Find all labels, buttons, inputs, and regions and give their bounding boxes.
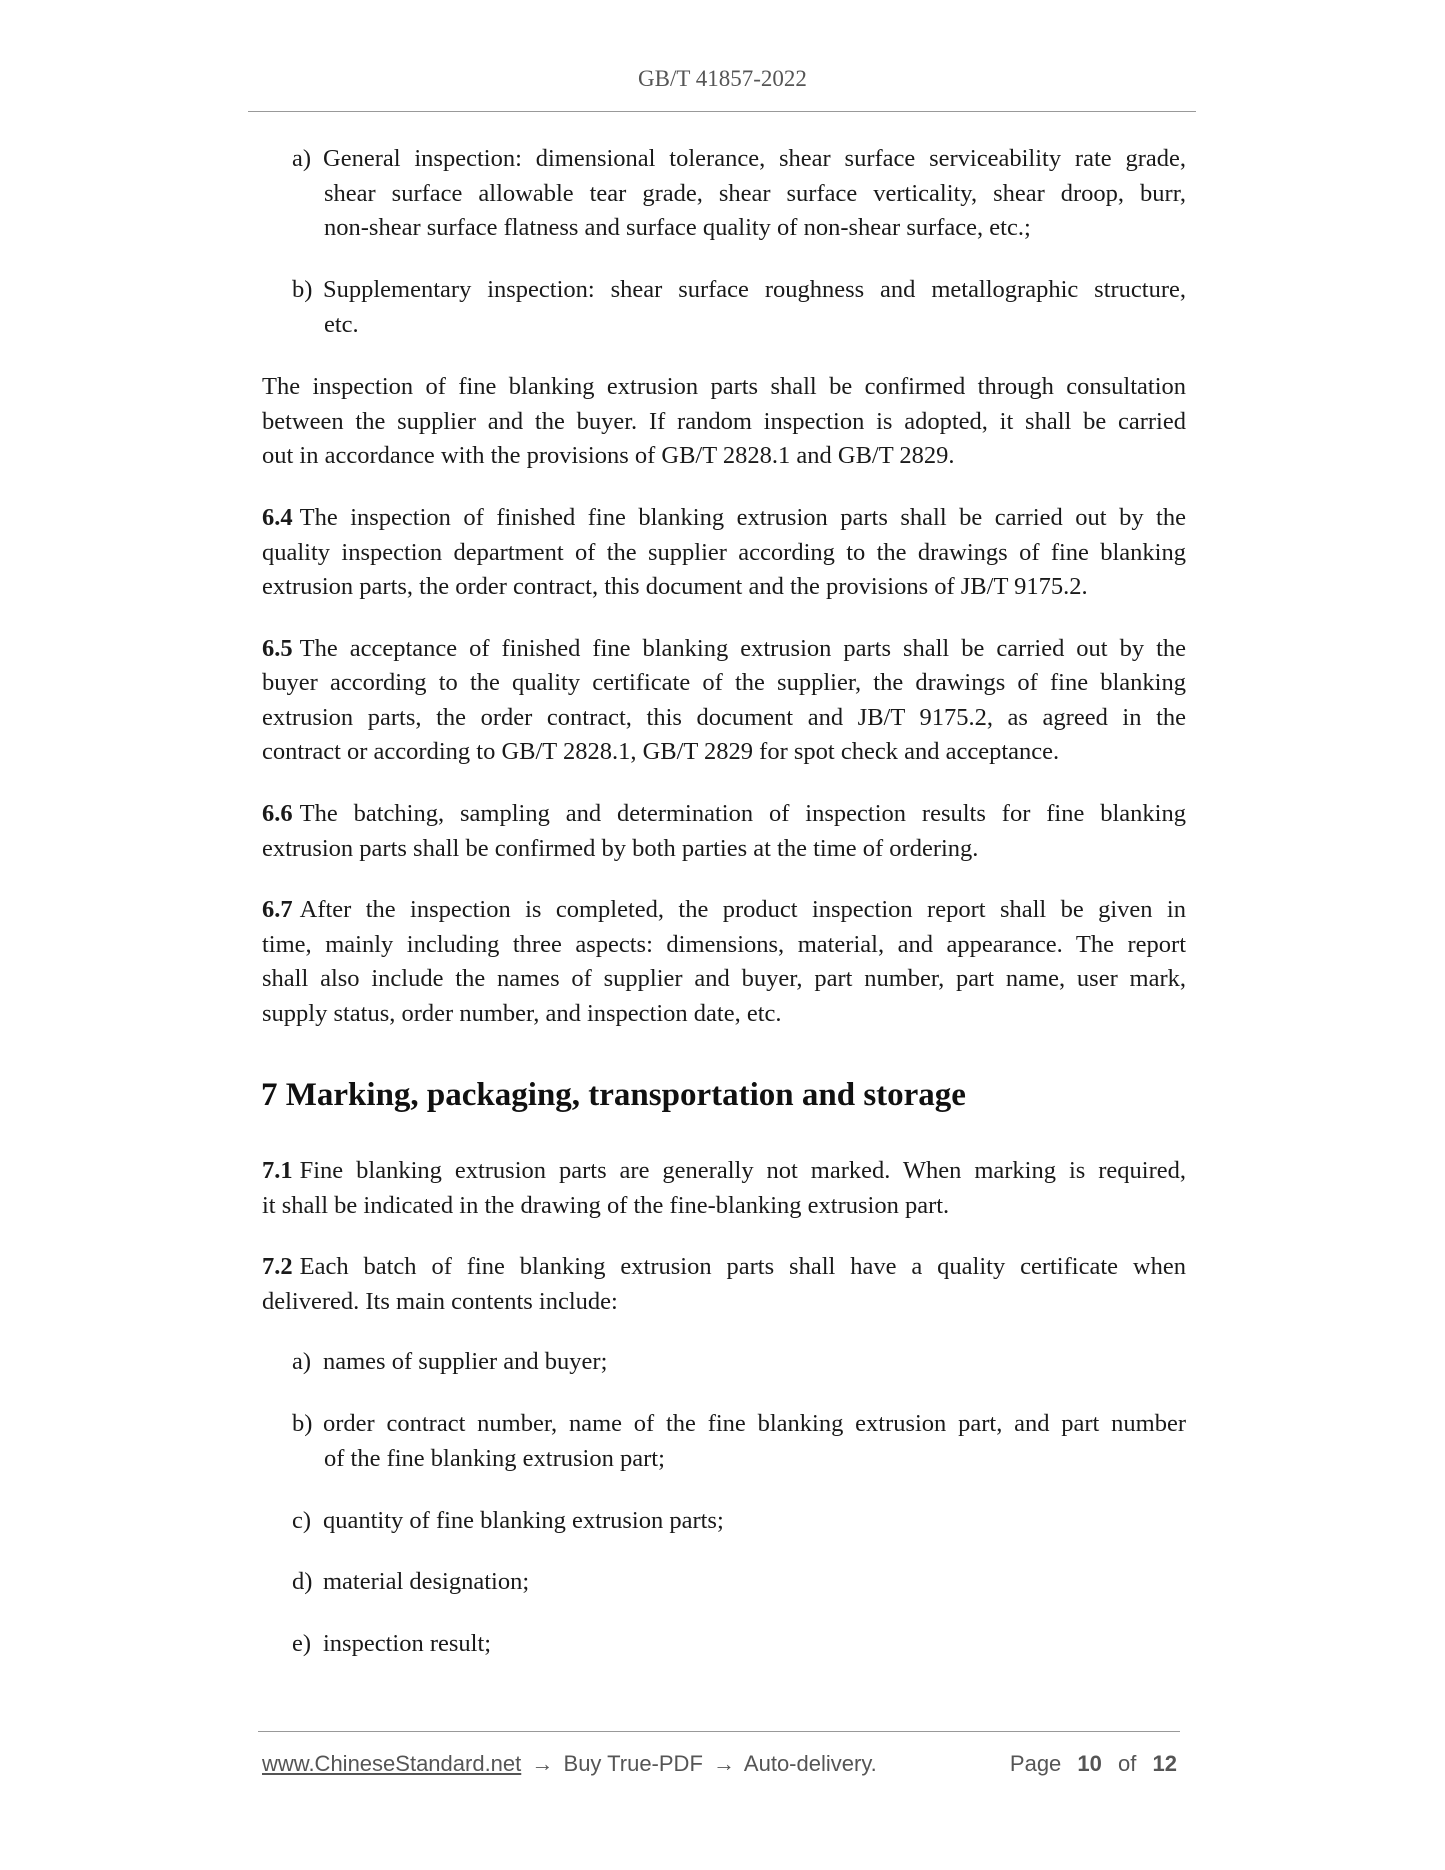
- footer: [262, 1750, 1182, 1778]
- paragraph-line: shall also include the names of supplier and buyer, part number, part name, user mark,: [262, 965, 1186, 992]
- clause-6-5-first-line: [262, 634, 1186, 664]
- paragraph-line: contract or according to GB/T 2828.1, GB/T 2829 for spot check and acceptance.: [262, 738, 1060, 765]
- clause-7-2-first-line: [262, 1252, 1186, 1282]
- paragraph-line: Fine blanking extrusion parts are generally not marked. When marking is required,: [299, 1157, 1186, 1184]
- list-item-line: quantity of fine blanking extrusion parts;: [323, 1507, 724, 1534]
- paragraph-line: between the supplier and the buyer. If random inspection is adopted, it shall be carried: [262, 408, 1186, 435]
- running-header: [0, 66, 1445, 92]
- page-total: 12: [1152, 1751, 1177, 1776]
- clause-number: 7.1: [262, 1157, 293, 1184]
- clause-number: 6.4: [262, 504, 293, 531]
- footer-divider: [258, 1731, 1180, 1732]
- auto-delivery-text: Auto-delivery.: [743, 1751, 877, 1776]
- paragraph-line: extrusion parts shall be confirmed by both parties at the time of ordering.: [262, 835, 979, 862]
- list-item-line: names of supplier and buyer;: [323, 1348, 608, 1375]
- page-of-label: of: [1118, 1751, 1137, 1776]
- paragraph-line: quality inspection department of the supplier according to the drawings of fine blanking: [262, 539, 1186, 566]
- section-heading: 7 Marking, packaging, transportation and storage: [261, 1077, 966, 1113]
- list-item-line: of the fine blanking extrusion part;: [324, 1445, 665, 1472]
- paragraph-line: buyer according to the quality certificate of the supplier, the drawings of fine blanking: [262, 669, 1186, 696]
- clause-7-1-first-line: [262, 1156, 1186, 1186]
- paragraph-line: out in accordance with the provisions of GB/T 2828.1 and GB/T 2829.: [262, 442, 955, 469]
- list-item-line: inspection result;: [323, 1630, 492, 1657]
- paragraph-line: The acceptance of finished fine blanking extrusion parts shall be carried out by the: [299, 635, 1186, 662]
- paragraph-line: delivered. Its main contents include:: [262, 1288, 618, 1315]
- clause-number: 7.2: [262, 1253, 293, 1280]
- document-id: GB/T 41857-2022: [638, 66, 807, 91]
- list-item-line: Supplementary inspection: shear surface roughness and metallographic structure,: [323, 276, 1186, 303]
- list-item-marker: a): [292, 1348, 312, 1375]
- list-item-line: material designation;: [323, 1568, 530, 1595]
- list-item-marker: e): [292, 1630, 312, 1657]
- header-divider: [248, 111, 1196, 112]
- page-label: Page: [1009, 1751, 1062, 1776]
- paragraph-line: extrusion parts, the order contract, this document and JB/T 9175.2, as agreed in the: [262, 704, 1186, 731]
- list-item-line: etc.: [324, 311, 359, 338]
- clause-6-4-first-line: [262, 503, 1186, 533]
- list-item-marker: b): [292, 1410, 313, 1437]
- clause-number: 6.5: [262, 635, 293, 662]
- paragraph-line: The inspection of fine blanking extrusion parts shall be confirmed through consultation: [262, 373, 1186, 400]
- list-item-line: non-shear surface flatness and surface quality of non-shear surface, etc.;: [324, 214, 1031, 241]
- site-link[interactable]: www.ChineseStandard.net: [262, 1751, 522, 1776]
- paragraph-line: extrusion parts, the order contract, this document and the provisions of JB/T 9175.2.: [262, 573, 1088, 600]
- paragraph-line: it shall be indicated in the drawing of the fine-blanking extrusion part.: [262, 1192, 950, 1219]
- paragraph-line: Each batch of fine blanking extrusion parts shall have a quality certificate when: [299, 1253, 1186, 1280]
- clause-number: 6.6: [262, 800, 293, 827]
- list-item-line: General inspection: dimensional tolerance, shear surface serviceability rate grade,: [323, 145, 1186, 172]
- paragraph-line: After the inspection is completed, the product inspection report shall be given in: [299, 896, 1186, 923]
- buy-true-pdf-text: Buy True-PDF: [563, 1751, 703, 1776]
- clause-number: 6.7: [262, 896, 293, 923]
- paragraph-line: The batching, sampling and determination of inspection results for fine blanking: [299, 800, 1186, 827]
- list-item-line: shear surface allowable tear grade, shear surface verticality, shear droop, burr,: [324, 180, 1186, 207]
- list-item-marker: d): [292, 1568, 313, 1595]
- page-current: 10: [1077, 1751, 1102, 1776]
- arrow-right-icon: →: [531, 1751, 554, 1776]
- arrow-right-icon: →: [713, 1751, 736, 1776]
- list-item-marker: b): [292, 276, 313, 303]
- paragraph-line: supply status, order number, and inspection date, etc.: [262, 1000, 782, 1027]
- page-indicator: [1010, 1750, 1177, 1778]
- clause-6-7-first-line: [262, 895, 1186, 925]
- paragraph-line: time, mainly including three aspects: dimensions, material, and appearance. The report: [262, 931, 1186, 958]
- clause-6-6-first-line: [262, 799, 1186, 829]
- paragraph-line: The inspection of finished fine blanking extrusion parts shall be carried out by the: [299, 504, 1186, 531]
- list-item-marker: a): [292, 145, 312, 172]
- list-item-line: order contract number, name of the fine blanking extrusion part, and part number: [323, 1410, 1186, 1437]
- list-item-marker: c): [292, 1507, 312, 1534]
